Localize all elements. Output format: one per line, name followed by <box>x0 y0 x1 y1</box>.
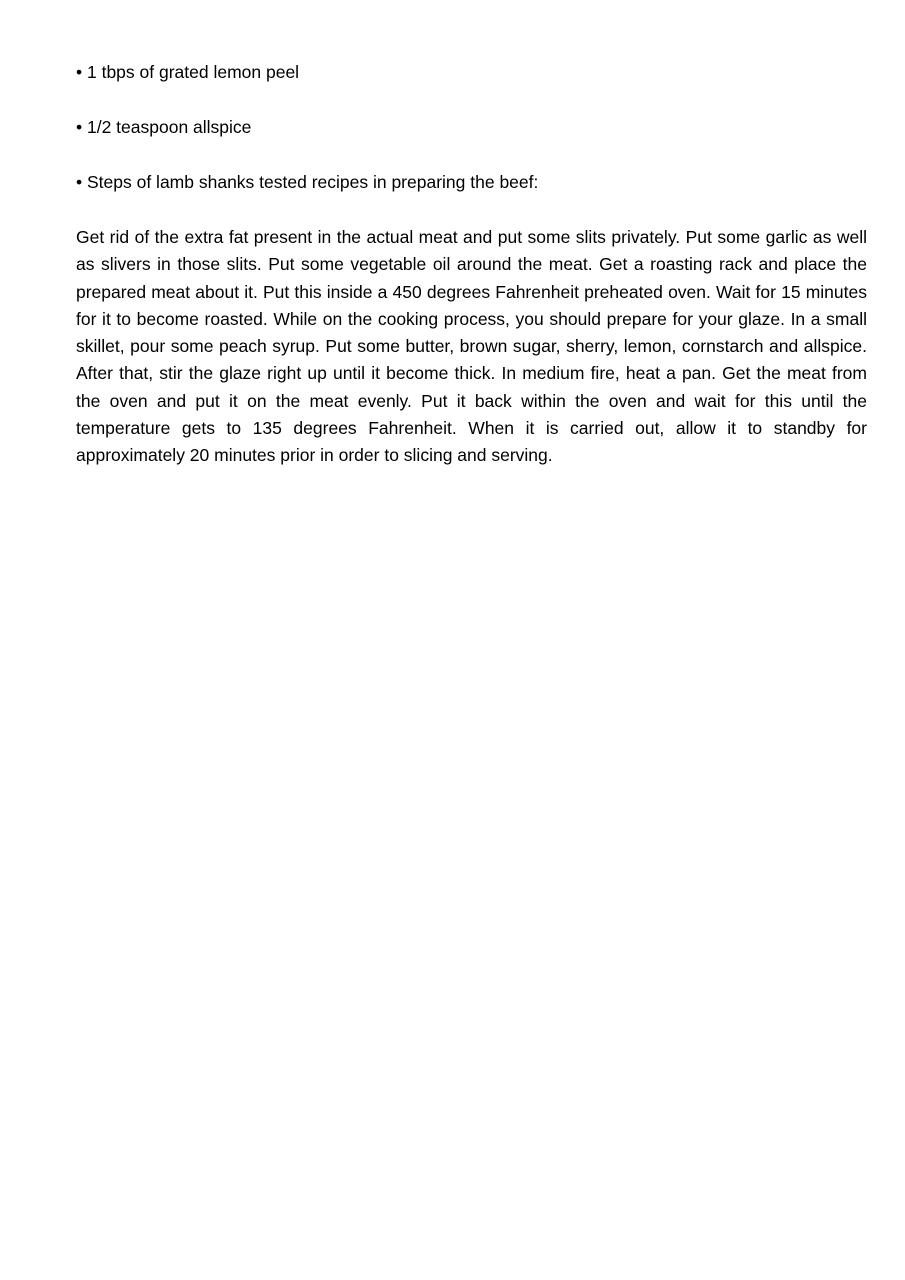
instructions-paragraph: Get rid of the extra fat present in the actual meat and put some slits privately. Put some garlic as well as slivers in those slits. Put some vegetable oil around the meat. Get a roasting rack and place the prepared meat about it. Put this inside a 450 degrees Fahrenheit preheated oven. Wait for 15 minutes for it to become roasted. While on the cooking process, you should prepare for your glaze. In a small skillet, pour some peach syrup. Put some butter, brown sugar, sherry, lemon, cornstarch and allspice. After that, stir the glaze right up until it become thick. In medium fire, heat a pan. Get the meat from the oven and put it on the meat evenly. Put it back within the oven and wait for this until the temperature gets to 135 degrees Fahrenheit. When it is carried out, allow it to standby for approximately 20 minutes prior in order to slicing and serving. <box>76 227 867 466</box>
bullet-item-steps-heading: • Steps of lamb shanks tested recipes in preparing the beef: <box>76 172 539 192</box>
document-page <box>76 59 867 470</box>
bullet-item-lemon-peel: • 1 tbps of grated lemon peel <box>76 62 300 82</box>
bullet-item-allspice: • 1/2 teaspoon allspice <box>76 117 252 137</box>
